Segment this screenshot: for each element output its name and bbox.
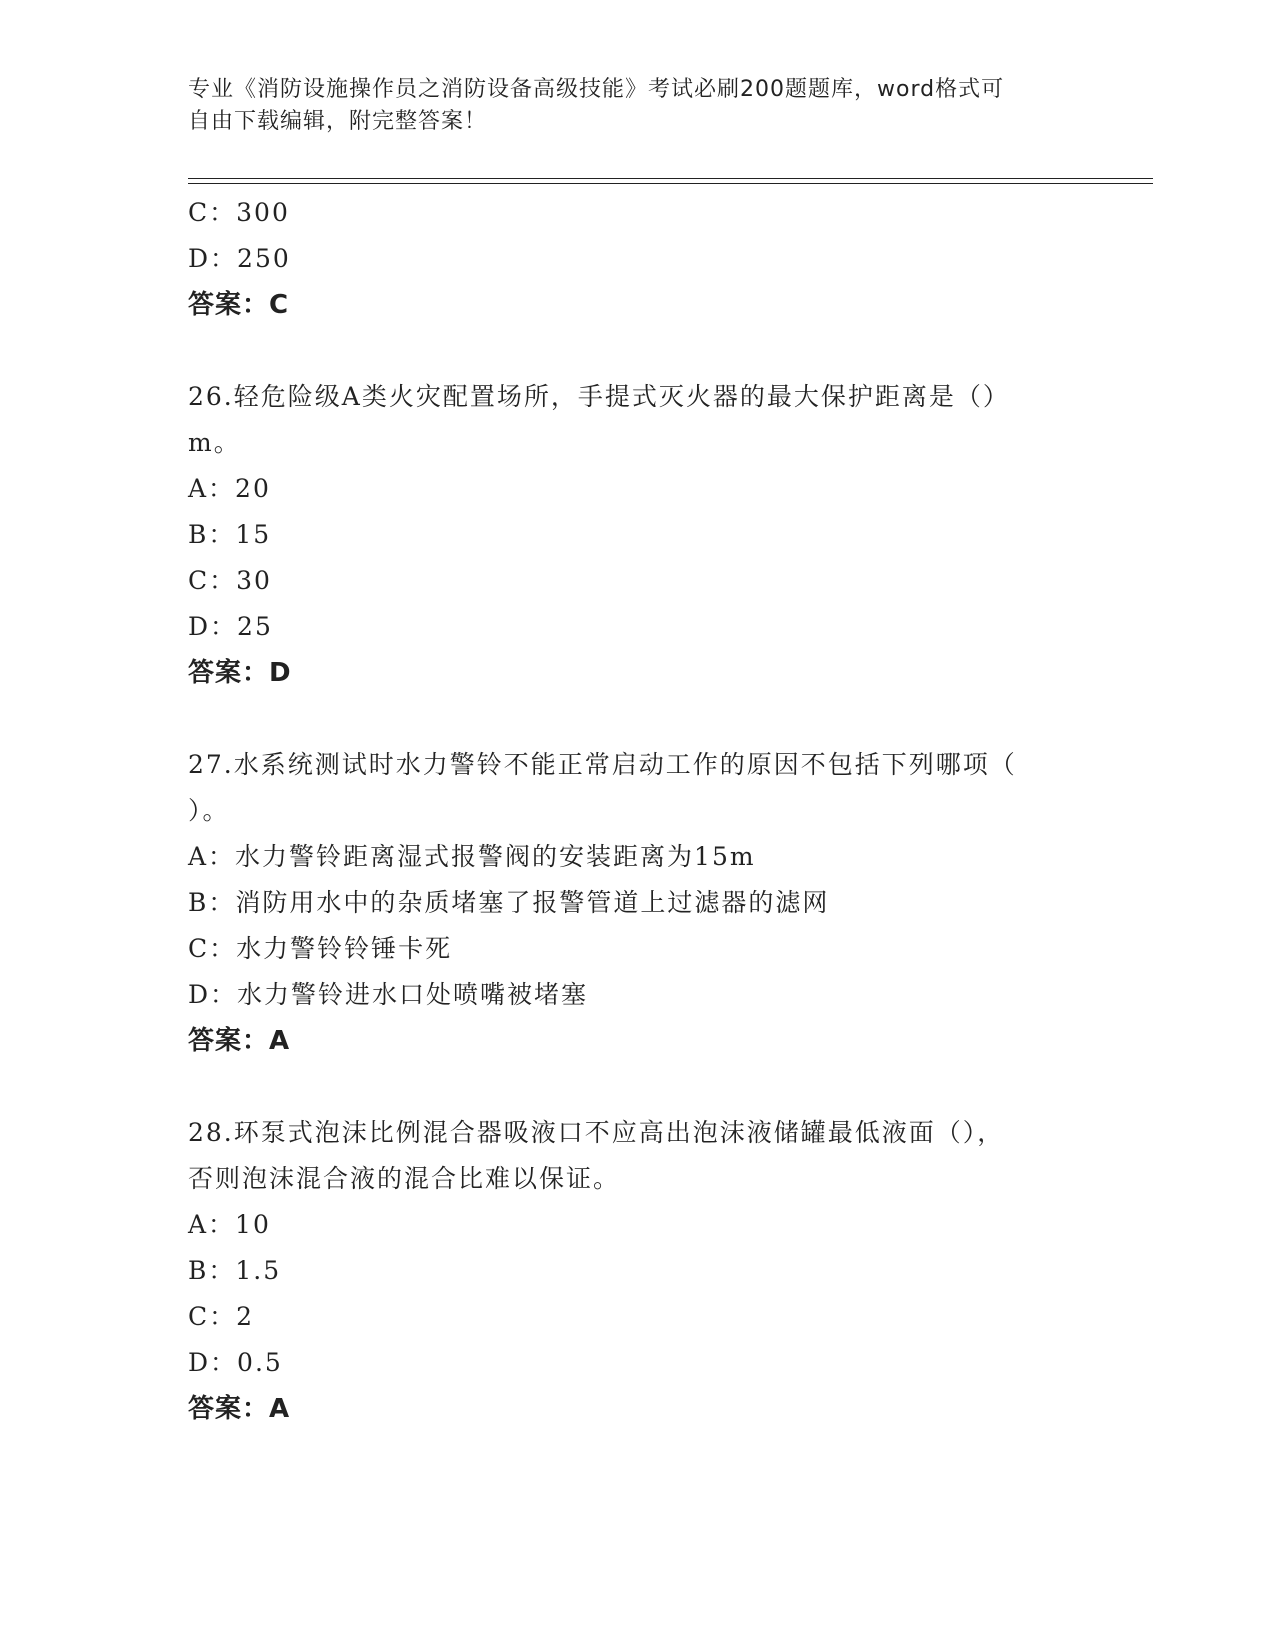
option-c: C：30 xyxy=(188,566,272,595)
question-26 xyxy=(188,374,1068,696)
question-stem: 26.轻危险级A类火灾配置场所，手提式灭火器的最大保护距离是（） xyxy=(188,382,1010,411)
option-a: A：水力警铃距离湿式报警阀的安装距离为15m xyxy=(188,842,756,871)
option-d: D：0.5 xyxy=(188,1348,283,1377)
header-title-line-2: 自由下载编辑，附完整答案！ xyxy=(188,109,488,134)
option-a: A：10 xyxy=(188,1210,271,1239)
option-c: C：2 xyxy=(188,1302,255,1331)
question-stem-continued: m。 xyxy=(188,428,241,457)
document-header xyxy=(188,74,1068,138)
header-divider xyxy=(188,178,1153,184)
option-a: A：20 xyxy=(188,474,271,503)
question-stem-continued: 否则泡沫混合液的混合比难以保证。 xyxy=(188,1164,621,1193)
question-stem: 27.水系统测试时水力警铃不能正常启动工作的原因不包括下列哪项（ xyxy=(188,750,1017,779)
question-27 xyxy=(188,742,1068,1064)
answer-line: 答案：A xyxy=(188,1394,291,1424)
spacer xyxy=(188,328,1068,374)
document-body xyxy=(188,190,1068,1432)
option-d: D：25 xyxy=(188,612,273,641)
option-c: C：水力警铃铃锤卡死 xyxy=(188,934,453,963)
option-d: D：水力警铃进水口处喷嘴被堵塞 xyxy=(188,980,589,1009)
option-d: D：250 xyxy=(188,244,291,273)
option-b: B：15 xyxy=(188,520,272,549)
question-28 xyxy=(188,1110,1068,1432)
option-b: B：消防用水中的杂质堵塞了报警管道上过滤器的滤网 xyxy=(188,888,830,917)
spacer xyxy=(188,1064,1068,1110)
answer-line: 答案：D xyxy=(188,658,292,688)
option-b: B：1.5 xyxy=(188,1256,282,1285)
answer-line: 答案：C xyxy=(188,290,290,320)
question-stem: 28.环泵式泡沫比例混合器吸液口不应高出泡沫液储罐最低液面（）， xyxy=(188,1118,1005,1147)
option-c: C：300 xyxy=(188,198,290,227)
spacer xyxy=(188,696,1068,742)
answer-line: 答案：A xyxy=(188,1026,291,1056)
question-stem-continued: ）。 xyxy=(188,796,230,825)
header-title-line-1: 专业《消防设施操作员之消防设备高级技能》考试必刷200题题库，word格式可 xyxy=(188,77,1005,102)
